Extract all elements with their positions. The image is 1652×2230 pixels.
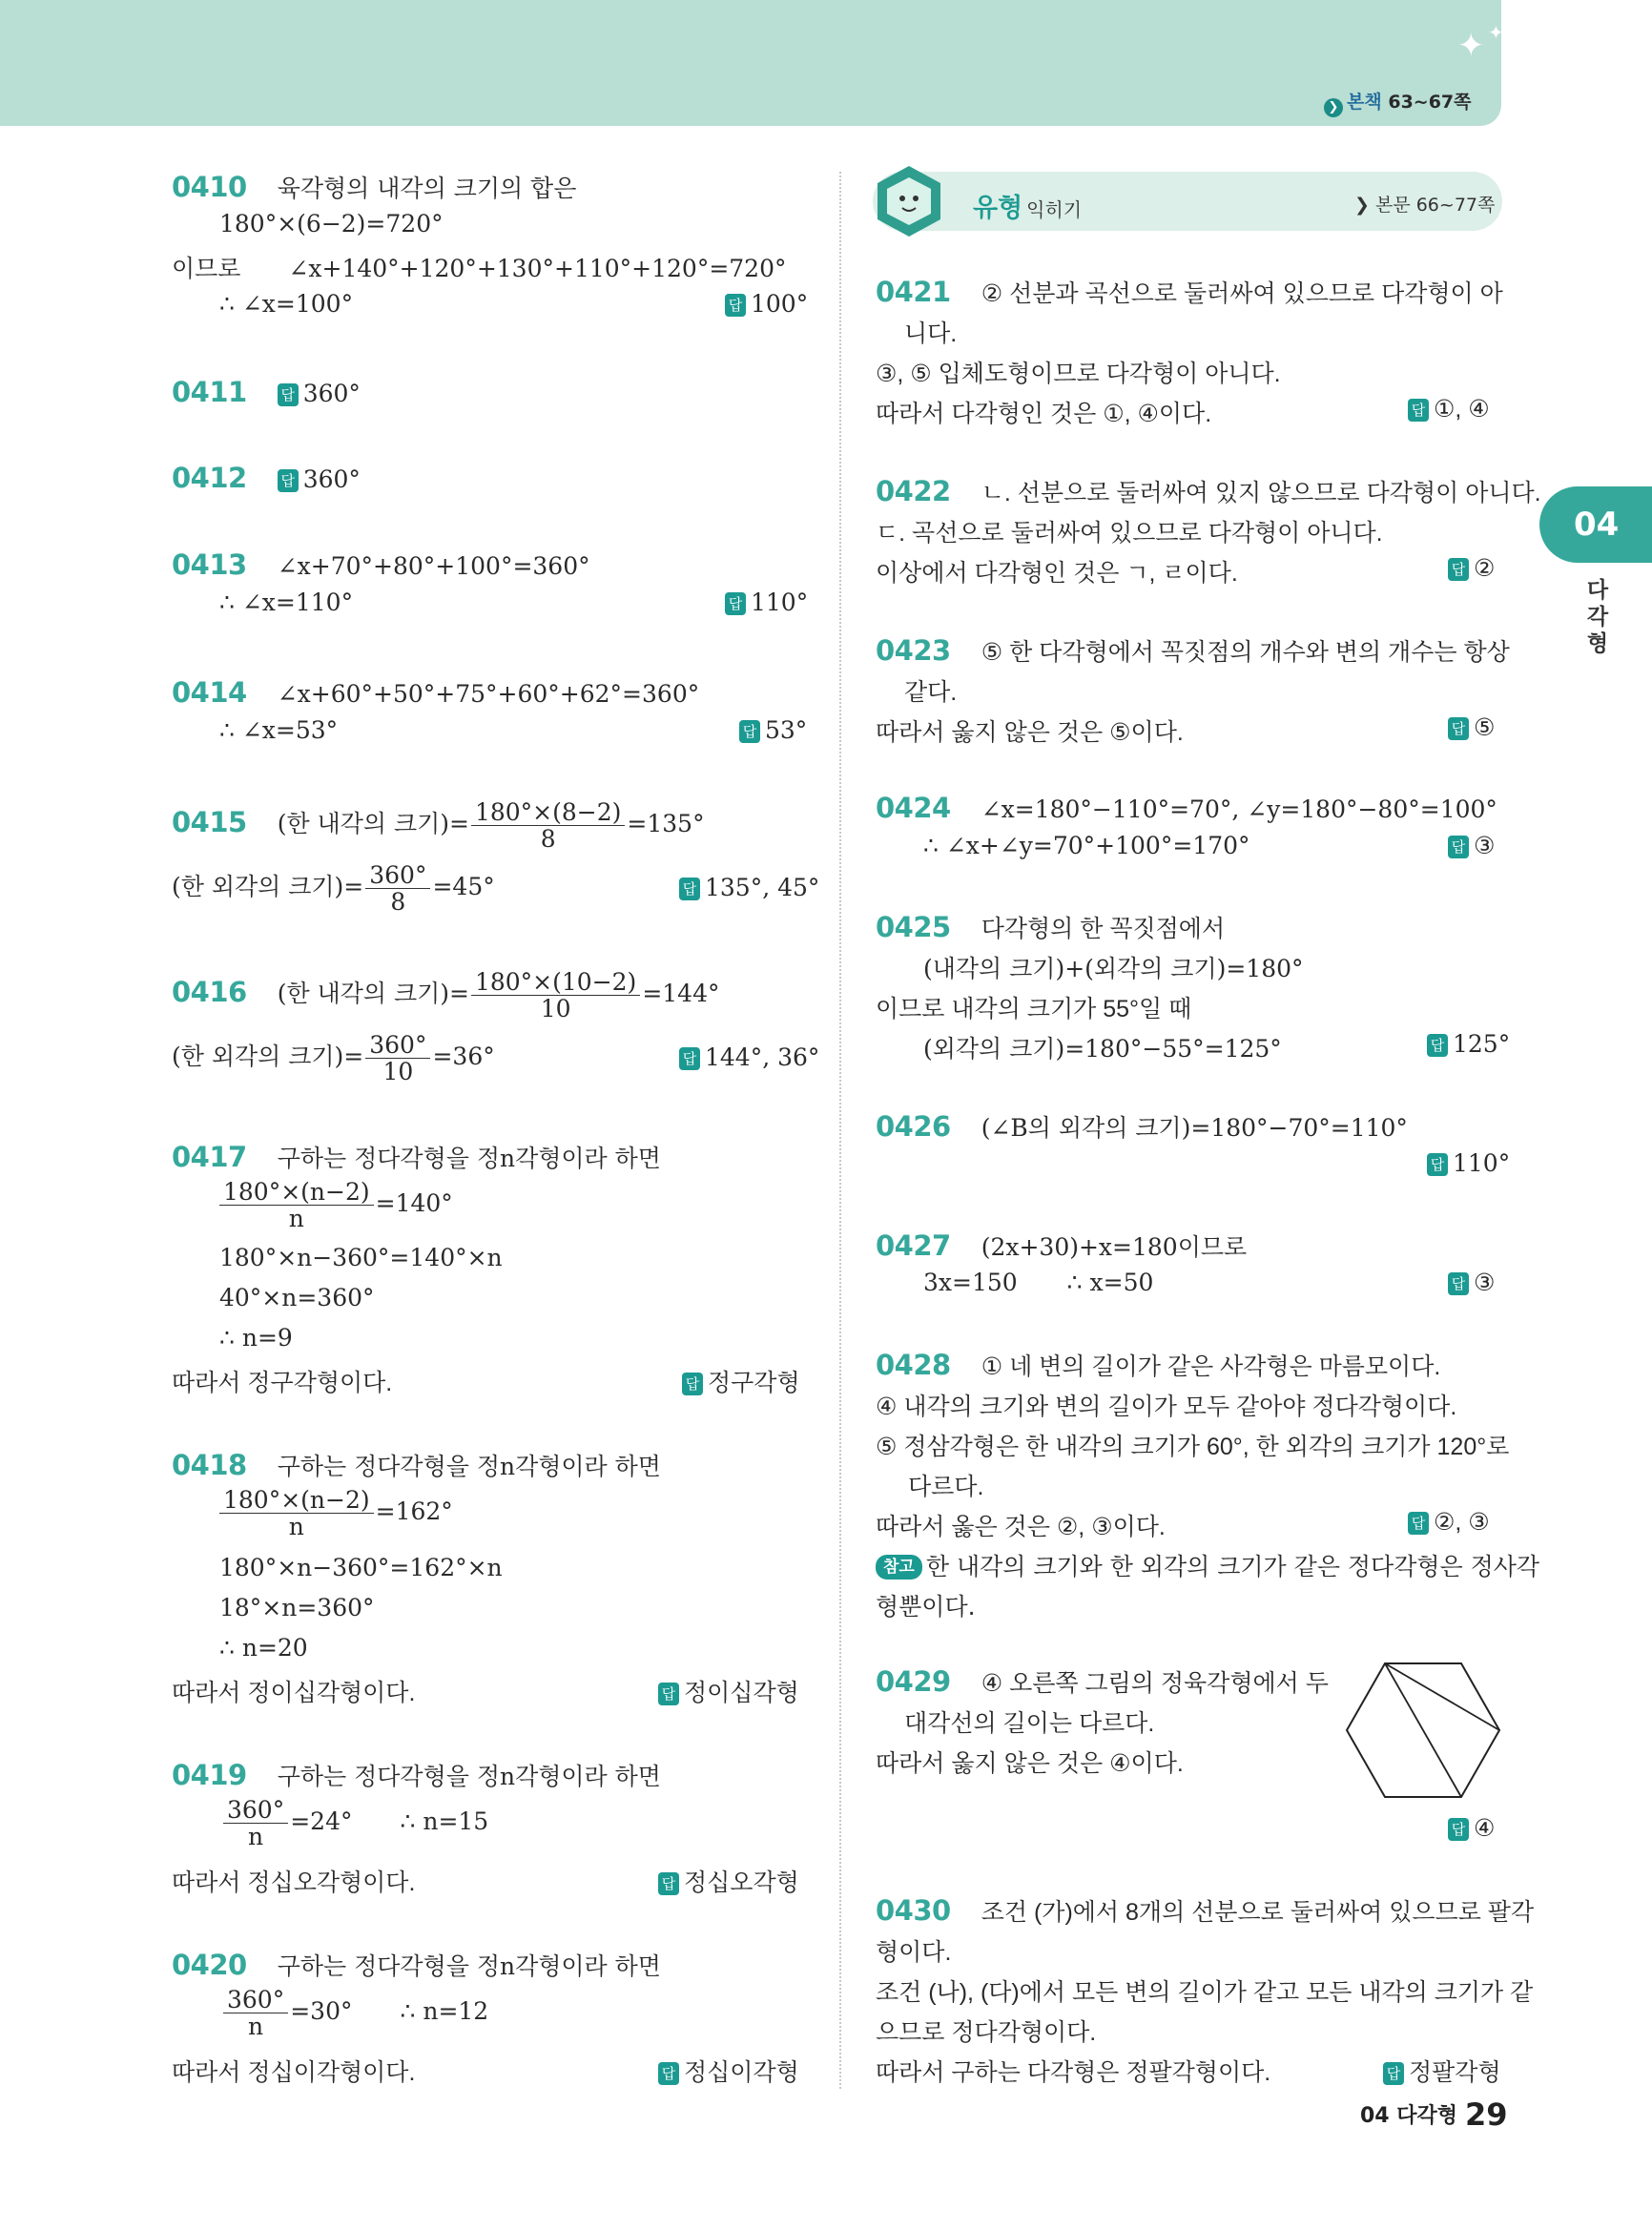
fraction: $\frac{180^\circ\times(n-2)}{n}$	[219, 1179, 374, 1231]
answer-tag-icon: 답	[1427, 1153, 1448, 1176]
solution-line: ∴ ∠x=100°	[219, 290, 354, 318]
answer: 답 ④	[1448, 1814, 1495, 1843]
answer: 답 ①, ④	[1408, 395, 1490, 423]
column-divider	[839, 172, 841, 2089]
solution-line: 따라서 다각형인 것은 ①, ④이다.	[876, 401, 1212, 427]
solution-line: 조건 (나), (다)에서 모든 변의 길이가 같고 모든 내각의 크기가 같	[876, 1979, 1534, 2006]
problem-0419: 0419 구하는 정다각형을 정n각형이라 하면	[172, 1759, 661, 1791]
solution-line: 따라서 구하는 다각형은 정팔각형이다.	[876, 2059, 1271, 2086]
problem-0413: 0413 ∠x+70°+80°+100°=360°	[172, 548, 590, 581]
answer-tag-icon: 답	[1448, 1272, 1469, 1295]
sparkle-icon: ✦	[1457, 27, 1485, 65]
answer-tag-icon: 답	[679, 878, 700, 900]
arrow-right-icon: ❯	[1324, 98, 1343, 117]
solution-line: ④ 내각의 크기와 변의 길이가 모두 같아야 정다각형이다.	[876, 1394, 1457, 1420]
solution-line: 따라서 정이십각형이다.	[172, 1680, 416, 1706]
solution-line: $\frac{180^\circ\times(n-2)}{n}$ =162°	[217, 1487, 453, 1539]
solution-line: 으므로 정다각형이다.	[876, 2019, 1097, 2046]
solution-line: 이므로 내각의 크기가 55°일 때	[876, 996, 1192, 1022]
fraction: $\frac{180^\circ\times(n-2)}{n}$	[219, 1487, 374, 1539]
solution-line: (내각의 크기)+(외각의 크기)=180°	[923, 955, 1304, 982]
answer: 답 ③	[1448, 832, 1495, 860]
answer: 답 정이십각형	[658, 1674, 799, 1708]
problem-0416: 0416 (한 내각의 크기)= $\frac{180^\circ\times(10-2)}{10}$ =144°	[172, 968, 720, 1022]
solution-line: 180°×n−360°=140°×n	[219, 1244, 503, 1271]
problem-0412: 0412 답 360°	[172, 462, 361, 494]
problem-0414: 0414 ∠x+60°+50°+75°+60°+62°=360°	[172, 676, 700, 709]
solution-line: ⑤ 정삼각형은 한 내각의 크기가 60°, 한 외각의 크기가 120°로	[876, 1434, 1510, 1460]
answer-tag-icon: 답	[1448, 836, 1469, 858]
answer: 답 125°	[1427, 1030, 1510, 1058]
solution-line: ∴ ∠x=53°	[219, 716, 339, 744]
solution-line: 따라서 옳지 않은 것은 ④이다.	[876, 1750, 1184, 1777]
problem-0417: 0417 구하는 정다각형을 정n각형이라 하면	[172, 1141, 661, 1173]
answer: 답 110°	[1427, 1149, 1510, 1177]
answer-tag-icon: 답	[682, 1373, 703, 1395]
sparkle-icon: ✦	[1488, 21, 1504, 44]
answer-tag-icon: 답	[679, 1047, 700, 1070]
solution-line: 이므로 ∠x+140°+120°+130°+110°+120°=720°	[172, 255, 787, 282]
page-number: 29	[1465, 2096, 1508, 2133]
answer: 답 정구각형	[682, 1364, 800, 1398]
problem-0430: 0430 조건 (가)에서 8개의 선분으로 둘러싸여 있으므로 팔각	[876, 1894, 1535, 1927]
solution-line: ㄷ. 곡선으로 둘러싸여 있으므로 다각형이 아니다.	[876, 520, 1383, 547]
answer: 답 110°	[725, 588, 808, 616]
problem-0410: 0410 육각형의 내각의 크기의 합은	[172, 171, 577, 203]
answer: 답 53°	[739, 716, 807, 744]
solution-line: ∴ ∠x=110°	[219, 588, 354, 616]
solution-line: ∴ n=9	[219, 1324, 293, 1352]
problem-0426: 0426 (∠B의 외각의 크기)=180°−70°=110°	[876, 1110, 1408, 1143]
problem-0428: 0428 ① 네 변의 길이가 같은 사각형은 마름모이다.	[876, 1349, 1441, 1381]
solution-line: 같다.	[904, 679, 958, 706]
note-badge: 참고	[876, 1555, 922, 1580]
answer: 답 100°	[725, 290, 808, 318]
answer-tag-icon: 답	[1427, 1034, 1448, 1057]
answer-tag-icon: 답	[739, 720, 760, 743]
answer: 답 ③	[1448, 1269, 1495, 1297]
solution-line: 3x=150 ∴ x=50	[923, 1269, 1154, 1296]
solution-line: 따라서 옳지 않은 것은 ⑤이다.	[876, 719, 1184, 746]
solution-line: 40°×n=360°	[219, 1284, 375, 1311]
chapter-tab[interactable]: 04	[1539, 486, 1652, 563]
solution-line: (외각의 크기)=180°−55°=125°	[923, 1035, 1282, 1063]
problem-0415: 0415 (한 내각의 크기)= $\frac{180^\circ\times(8-2)}{8}$ =135°	[172, 798, 705, 853]
mascot-icon	[868, 160, 950, 242]
answer: 답 ②	[1448, 554, 1495, 583]
fraction: $\frac{360^\circ}{8}$	[365, 862, 430, 915]
solution-line: ∴ ∠x+∠y=70°+100°=170°	[923, 832, 1250, 859]
answer-tag-icon: 답	[1448, 717, 1469, 740]
solution-line: 180°×(6−2)=720°	[219, 210, 444, 237]
header-band	[0, 0, 1501, 126]
answer-tag-icon: 답	[725, 592, 746, 615]
answer-tag-icon: 답	[278, 469, 299, 492]
answer-tag-icon: 답	[1448, 1818, 1469, 1841]
reference-note-line: 형뿐이다.	[876, 1593, 976, 1621]
solution-line: 니다.	[904, 320, 958, 347]
hexagon-figure	[1343, 1658, 1503, 1803]
solution-line: ③, ⑤ 입체도형이므로 다각형이 아니다.	[876, 361, 1281, 387]
answer: 답 정팔각형	[1383, 2054, 1501, 2088]
problem-0427: 0427 (2x+30)+x=180이므로	[876, 1229, 1248, 1262]
reference-note: 참고 한 내각의 크기와 한 외각의 크기가 같은 정다각형은 정사각	[876, 1548, 1539, 1582]
answer-tag-icon: 답	[658, 1683, 679, 1705]
chapter-tab-label: 다 각 형	[1586, 578, 1609, 656]
solution-line: 18°×n=360°	[219, 1594, 375, 1621]
problem-0424: 0424 ∠x=180°−110°=70°, ∠y=180°−80°=100°	[876, 792, 1497, 824]
fraction: $\frac{360^\circ}{10}$	[365, 1032, 430, 1084]
solution-line: 대각선의 길이는 다르다.	[904, 1710, 1155, 1737]
solution-line: 180°×n−360°=162°×n	[219, 1554, 503, 1581]
problem-0420: 0420 구하는 정다각형을 정n각형이라 하면	[172, 1949, 661, 1981]
solution-line: $\frac{180^\circ\times(n-2)}{n}$ =140°	[217, 1179, 453, 1231]
solution-line: 따라서 옳은 것은 ②, ③이다.	[876, 1514, 1166, 1540]
answer: 답 정십오각형	[658, 1864, 799, 1898]
answer-tag-icon: 답	[1408, 1512, 1429, 1535]
problem-0411: 0411 답 360°	[172, 376, 361, 408]
solution-line: 따라서 정십이각형이다.	[172, 2059, 416, 2086]
solution-line: 형이다.	[876, 1939, 952, 1966]
problem-0425: 0425 다각형의 한 꼭짓점에서	[876, 911, 1226, 943]
problem-0421: 0421 ② 선분과 곡선으로 둘러싸여 있으므로 다각형이 아	[876, 276, 1503, 308]
fraction: $\frac{180^\circ\times(10-2)}{10}$	[471, 969, 640, 1022]
answer: 답 ⑤	[1448, 713, 1495, 742]
problem-0429: 0429 ④ 오른쪽 그림의 정육각형에서 두	[876, 1665, 1329, 1698]
solution-line: 다르다.	[908, 1474, 984, 1500]
type-page-ref: ❯ 본문 66~77쪽	[1354, 195, 1496, 216]
solution-line: 따라서 정십오각형이다.	[172, 1869, 416, 1896]
answer-tag-icon: 답	[278, 383, 299, 406]
solution-line: 이상에서 다각형인 것은 ㄱ, ㄹ이다.	[876, 560, 1238, 587]
answer-tag-icon: 답	[1383, 2062, 1404, 2085]
type-banner	[873, 172, 1502, 231]
answer-tag-icon: 답	[658, 1872, 679, 1895]
answer-tag-icon: 답	[725, 294, 746, 317]
solution-line: 따라서 정구각형이다.	[172, 1370, 393, 1396]
fraction: $\frac{360^\circ}{n}$	[223, 1797, 288, 1849]
answer-tag-icon: 답	[658, 2062, 679, 2085]
page-footer: 04 다각형 29	[1360, 2096, 1508, 2133]
fraction: $\frac{360^\circ}{n}$	[223, 1987, 288, 2039]
solution-line: (한 외각의 크기)= $\frac{360^\circ}{8}$ =45°	[172, 861, 495, 916]
problem-0423: 0423 ⑤ 한 다각형에서 꼭짓점의 개수와 변의 개수는 항상	[876, 634, 1510, 667]
problem-0418: 0418 구하는 정다각형을 정n각형이라 하면	[172, 1449, 661, 1481]
page-reference: ❯ 본책 63~67쪽	[1324, 88, 1472, 117]
fraction: $\frac{180^\circ\times(8-2)}{8}$	[471, 799, 625, 852]
answer: 답 135°, 45°	[679, 874, 819, 901]
problem-0422: 0422 ㄴ. 선분으로 둘러싸여 있지 않으므로 다각형이 아니다.	[876, 475, 1541, 507]
solution-line: $\frac{360^\circ}{n}$ =24° ∴ n=15	[221, 1797, 488, 1849]
answer: 답 ②, ③	[1408, 1508, 1490, 1537]
solution-line: (한 외각의 크기)= $\frac{360^\circ}{10}$ =36°	[172, 1031, 495, 1085]
solution-line: ∴ n=20	[219, 1634, 308, 1662]
solution-line: $\frac{360^\circ}{n}$ =30° ∴ n=12	[221, 1987, 488, 2039]
answer-tag-icon: 답	[1448, 558, 1469, 581]
answer-tag-icon: 답	[1408, 399, 1429, 422]
type-title: 유형 익히기	[973, 194, 1083, 223]
answer: 답 144°, 36°	[679, 1043, 819, 1071]
answer: 답 정십이각형	[658, 2054, 799, 2088]
